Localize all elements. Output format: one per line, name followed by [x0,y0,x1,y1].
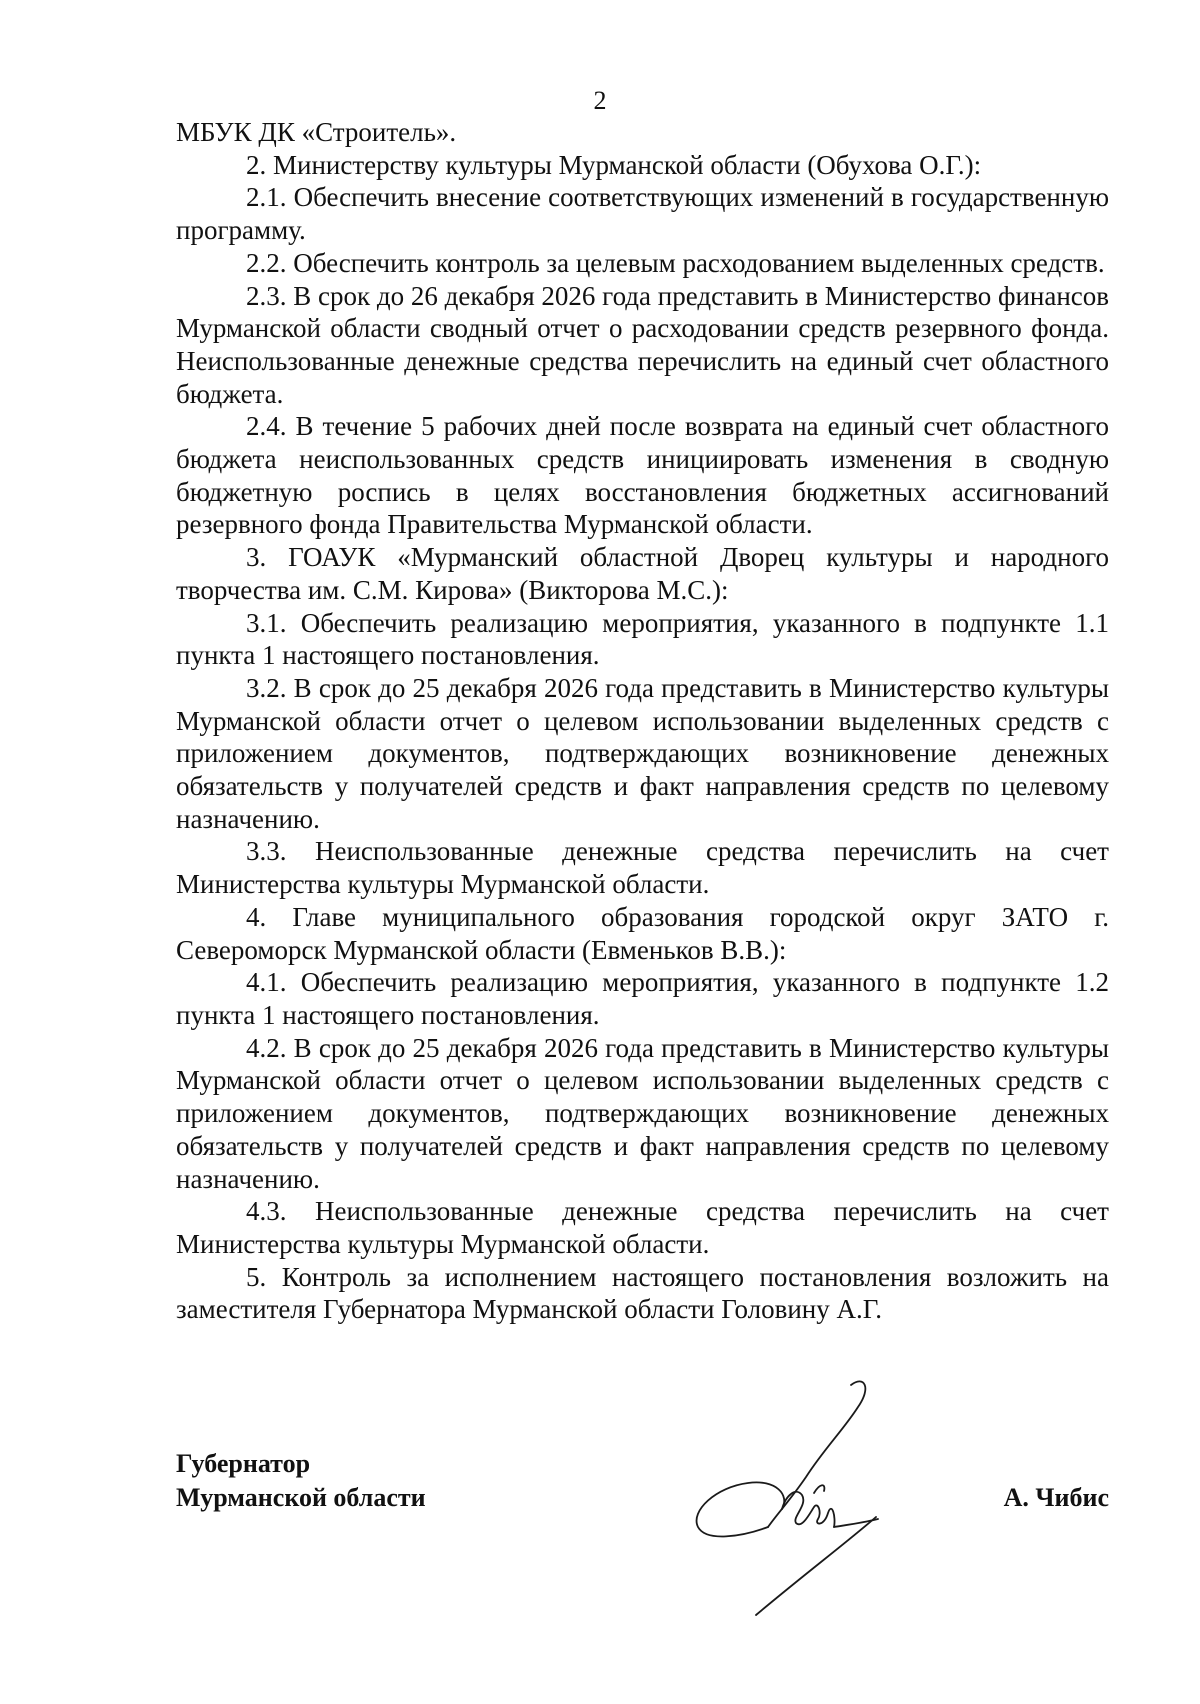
signatory-name: А. Чибис [1003,1483,1109,1512]
paragraph: 2.1. Обеспечить внесение соответствующих изменений в государственную программу. [176,182,1109,246]
paragraph: 2. Министерству культуры Мурманской области (Обухова О.Г.): [246,149,982,180]
signature-block [176,1437,1109,1697]
document-body [176,116,1109,1326]
paragraph: 3.3. Неиспользованные денежные средства перечислить на счет Министерства культуры Мурманской области. [176,836,1109,900]
paragraph: 2.2. Обеспечить контроль за целевым расходованием выделенных средств. [246,247,1105,278]
paragraph: 4. Главе муниципального образования городской округ ЗАТО г. Североморск Мурманской области (Евменьков В.В.): [176,901,1109,965]
paragraph: 2.4. В течение 5 рабочих дней после возврата на единый счет областного бюджета неиспользованных средств инициировать изменения в сводную бюджетную роспись в целях восстановления бюджетных ассигнований резервного фонда Правительства Мурманской области. [176,411,1109,540]
paragraph: 3.2. В срок до 25 декабря 2026 года представить в Министерство культуры Мурманской области отчет о целевом использовании выделенных средств с приложением документов, подтверждающих возникновение денежных обязательств у получателей средств и факт направления средств по целевому назначению. [176,672,1109,834]
signatory-title [176,1447,426,1515]
paragraph: 4.2. В срок до 25 декабря 2026 года представить в Министерство культуры Мурманской области отчет о целевом использовании выделенных средств с приложением документов, подтверждающих возникновение денежных обязательств у получателей средств и факт направления средств по целевому назначению. [176,1032,1109,1194]
signatory-title-line: Мурманской области [176,1483,426,1512]
paragraph: 4.3. Неиспользованные денежные средства перечислить на счет Министерства культуры Мурманской области. [176,1196,1109,1259]
paragraph: 2.3. В срок до 26 декабря 2026 года представить в Министерство финансов Мурманской области сводный отчет о расходовании средств резервного фонда. Неиспользованные денежные средства перечислить на единый счет областного бюджета. [176,280,1110,409]
paragraph: 3. ГОАУК «Мурманский областной Дворец культуры и народного творчества им. С.М. Кирова» (Викторова М.С.): [176,542,1109,605]
page-number: 2 [593,86,607,115]
paragraph: 4.1. Обеспечить реализацию мероприятия, указанного в подпункте 1.2 пункта 1 настоящего постановления. [176,967,1109,1030]
paragraph: 5. Контроль за исполнением настоящего постановления возложить на заместителя Губернатора Мурманской области Головину А.Г. [176,1261,1109,1325]
handwritten-signature [686,1367,926,1627]
paragraph: 3.1. Обеспечить реализацию мероприятия, указанного в подпункте 1.1 пункта 1 настоящего постановления. [176,607,1109,671]
paragraph: МБУК ДК «Строитель». [176,117,457,147]
signatory-title-line: Губернатор [176,1449,311,1478]
